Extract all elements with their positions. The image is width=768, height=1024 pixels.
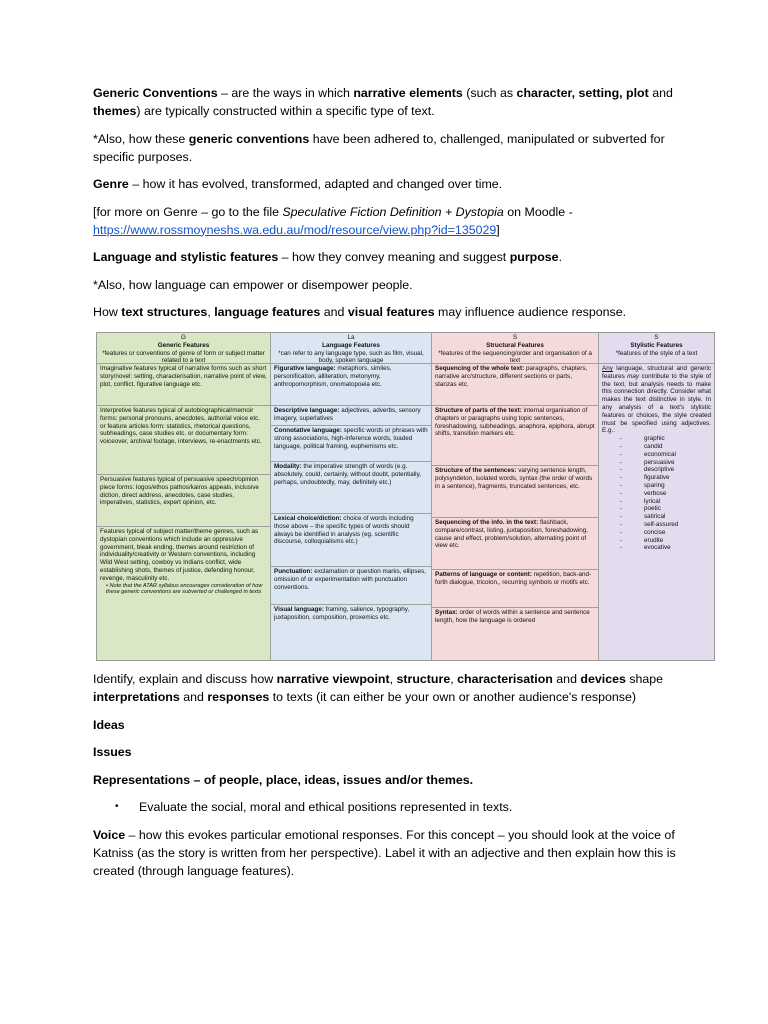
list-item: - self-assured (620, 520, 679, 528)
para-identify: Identify, explain and discuss how narrative viewpoint, structure, characterisation and devices shape interpretations and responses to texts (it can either be your own or another audience's response) (93, 672, 664, 704)
para-also-generic: *Also, how these generic conventions have been adhered to, challenged, manipulated or subverted for specific purposes. (93, 131, 665, 164)
generic-cell: Features typical of subject matter/theme genres, such as dystopian conventions which include an oppressive government, bleak ending, themes around restriction of individuality/creativity or Western conventions, including Wild West setting, cowboy vs Indians conflict, wide establishing shots, themes of justice, defending honour, revenge, masculinity etc. • Note that the ATAR syllabus encourages consideration of how these generic conventions are subverted or challenged in texts (97, 527, 270, 660)
para-voice: Voice – how this evokes particular emotional responses. For this concept – you should look at the voice of Katniss (as the story is written from her perspective). Label it with an adjective and then explain how this is created (through language features). (93, 827, 676, 878)
structural-cell: Structure of parts of the text: internal organisation of chapters or paragraphs using topic sentences, foreshadowing, subheadings, anaphora, epiphora, abrupt shifts, transition markers etc. (432, 406, 598, 466)
list-item: - poetic (620, 505, 661, 513)
language-cell: Descriptive language: adjectives, adverbs, sensory imagery, superlatives (271, 406, 431, 426)
structural-cell: Structure of the sentences: varying sentence length, polysyndeton, isolated words, syntax (the order of words in a sentence), fragments, truncated sentences, etc. (432, 466, 598, 518)
bullet-item: • Evaluate the social, moral and ethical positions represented in texts. (115, 800, 513, 814)
para-also-language: *Also, how language can empower or disempower people. (93, 277, 413, 292)
para-genre: Genre – how it has evolved, transformed, adapted and changed over time. (93, 177, 503, 191)
list-item: - verbose (620, 489, 667, 497)
para-generic-conventions: Generic Conventions – are the ways in which narrative elements (such as character, setting, plot and themes) are typically constructed within a specific type of text. (93, 86, 673, 118)
generic-cell: Interpretive features typical of autobiographical/memoir forms: personal pronouns, anecdotes, authorial voice etc. or feature articles form: statistics, rhetorical questions, subheadings, case studies etc. or documentary form: voiceover, archival footage, interviews, re-enactments etc. (97, 406, 270, 475)
language-features-column (271, 333, 432, 660)
list-item: - descriptive (620, 466, 675, 474)
adjective-list (602, 435, 711, 552)
para-language: Language and stylistic features – how they convey meaning and suggest purpose. (93, 250, 563, 264)
language-cell: Lexical choice/diction: choice of words including those above – the specific types of words should always be identified in analysis (eg. scientific discourse, colloquialisms etc.) (271, 514, 431, 567)
list-item: - economical (620, 450, 676, 458)
structural-features-column (432, 333, 599, 660)
moodle-link[interactable]: https://www.rossmoyneshs.wa.edu.au/mod/resource/view.php?id=135029 (93, 222, 497, 237)
structural-cell: Patterns of language or content: repetition, back-and-forth dialogue, tricolon,, recurring symbols or motifs etc. (432, 570, 598, 608)
list-item: - concise (620, 528, 666, 536)
structural-cell: Sequencing of the info. in the text: flashback, compare/contrast, listing, juxtaposition, foreshadowing, cause and effect, problem/solution, alternating point of view etc. (432, 518, 598, 570)
list-item: - evocative (620, 544, 671, 552)
features-table (96, 332, 715, 661)
content-bottom (93, 670, 693, 889)
language-header: La Language Features *can refer to any language type, such as film, visual, body, spoken language (271, 333, 431, 364)
language-cell: Visual language: framing, salience, typography, juxtaposition, composition, proxemics etc. (274, 606, 410, 621)
stylistic-features-column (599, 333, 714, 660)
content-top (93, 84, 693, 331)
list-item: - lyrical (620, 497, 661, 505)
heading-issues: Issues (93, 745, 132, 759)
list-item: - candid (620, 442, 663, 450)
para-genre-link: [for more on Genre – go to the file Speculative Fiction Definition + Dystopia on Moodle - https://www.rossmoyneshs.wa.edu.au/mod/resource/view.php?id=135029] (93, 204, 573, 237)
structural-cell: Syntax: order of words within a sentence and sentence length, how the language is ordered (435, 609, 590, 624)
structural-cell: Sequencing of the whole text: paragraphs, chapters, narrative arc/structure, different sections or parts, stanzas etc. (432, 364, 598, 406)
language-cell: Modality: the imperative strength of words (e.g. absolutely, could, certainly, without doubt, potentially, perhaps, undoubtedly, may, definitely etc.) (271, 462, 431, 514)
generic-features-column (97, 333, 271, 660)
structural-header: S Structural Features *features of the sequencing/order and organisation of a text (432, 333, 598, 364)
heading-representations: Representations – of people, place, ideas, issues and/or themes. (93, 772, 474, 787)
generic-cell: Persuasive features typical of persuasive speech/opinion piece forms: logos/ethos pathos/kairos appeals, inclusive diction, direct address, anecdotes, case studies, imperatives, statistics, expert opinion, etc. (97, 475, 270, 527)
para-how: How text structures, language features and visual features may influence audience response. (93, 305, 627, 319)
list-item: - erudite (620, 536, 664, 544)
heading-ideas: Ideas (93, 717, 125, 732)
language-cell: Figurative language: metaphors, similes, personification, alliteration, metonymy, anthropomorphism, onomatopoeia etc. (271, 364, 431, 406)
generic-cell: Imaginative features typical of narrative forms such as short story/novel: setting, characterisation, narrative point of view, plot, conflict, figurative language etc. (97, 364, 270, 406)
list-item: - graphic (620, 435, 665, 443)
list-item: - persuasive (620, 458, 675, 466)
list-item: - figurative (620, 474, 670, 482)
generic-header: G Generic Features *features or conventions of genre of form or subject matter related to a text (97, 333, 270, 364)
list-item: - sparing (620, 481, 665, 489)
syllabus-note: • Note that the ATAR syllabus encourages consideration of how these generic conventions are subverted or challenged in texts (106, 582, 263, 596)
bullet-icon: • (115, 801, 119, 812)
stylistic-cell: Any language, structural and generic features may contribute to the style of the text, but analysis needs to make this connection directly. Consider what makes the text distinctive in style. In any analysis of a text's stylistic features or choices, the style created must be specified using adjectives. E.g.: - graphic - candid - economical - persuasive - descriptive - figurative - sparing - verbose - lyrical - poetic - satirical - self-assured - concise - erudite - evocative (602, 365, 711, 552)
language-cell: Connotative language: specific words or phrases with strong associations, high-inference words, loaded language, political framing, euphemisms etc. (271, 426, 431, 462)
stylistic-header: S Stylistic Features *features of the style of a text (599, 333, 714, 364)
language-cell: Punctuation: exclamation or question marks, ellipses, omission of or experimentation with punctuation conventions. (271, 567, 431, 605)
list-item: - satirical (620, 513, 666, 521)
